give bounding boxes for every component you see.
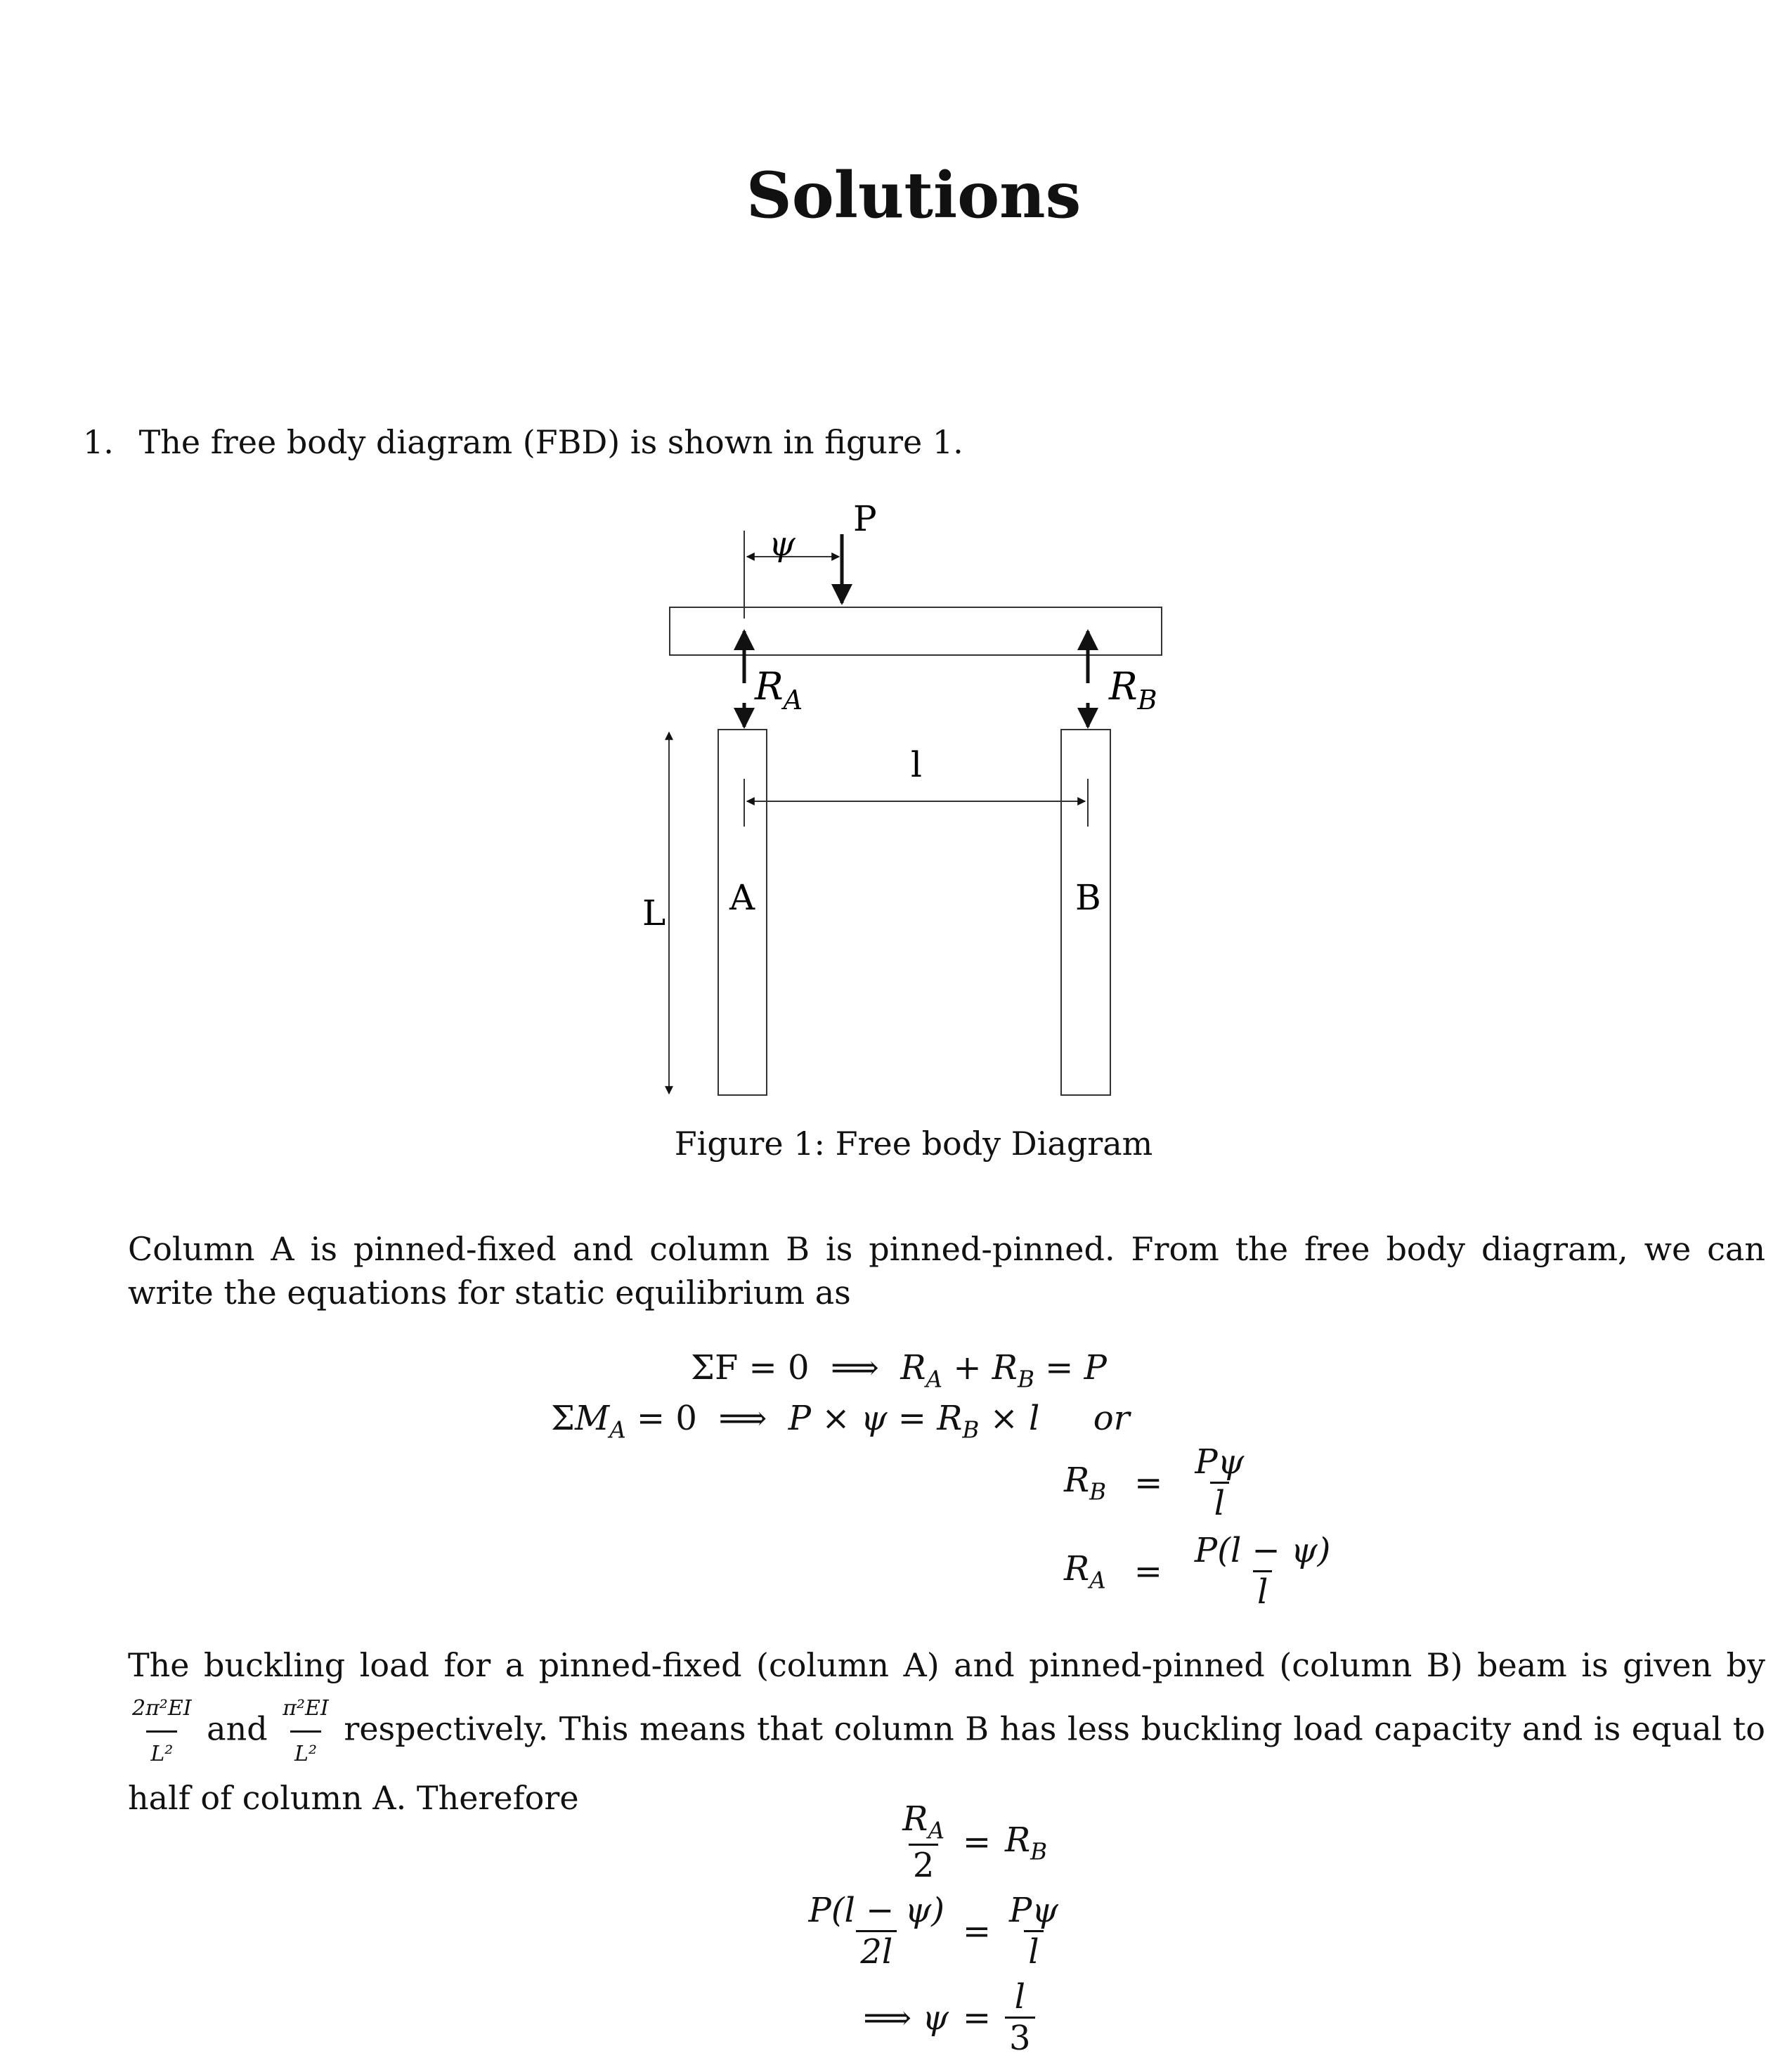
equation-ra: $R_A$ = $\frac{P(l - \psi)}{l}$ — [1064, 1531, 1335, 1612]
column-a-label: A — [729, 877, 755, 918]
row1-rhs: $R_B$ — [1005, 1820, 1048, 1865]
equation-block-psi: $\frac{R_A}{2}$ = $R_B$ $\frac{P(l - \psi)}{2l}$ = $\frac{P\psi}{l}$ ⟹ ψ = $\frac{l}{3}$ — [773, 1799, 1195, 2058]
load-label: P — [853, 498, 877, 539]
buckling-fraction-pinned-pinned: $\frac{\text{π²EI}}{\text{L²}}$ — [278, 1687, 333, 1776]
row1-lhs: $\frac{R_A}{2}$ — [902, 1799, 944, 1886]
row3-rhs: $\frac{l}{3}$ — [1005, 1977, 1145, 2058]
equation-rb: $R_B$ = $\frac{P\psi}{l}$ — [1064, 1442, 1248, 1523]
item-number: 1. — [83, 423, 114, 461]
paragraph-equilibrium: Column A is pinned-fixed and column B is pinned-pinned. From the free body diagram, we can write the equations for static equilibrium as — [128, 1230, 1765, 1312]
row2-rhs: $\frac{P\psi}{l}$ — [1009, 1891, 1058, 1972]
or-word: or — [1093, 1399, 1130, 1438]
rb-fraction: $\frac{P\psi}{l}$ — [1195, 1442, 1245, 1523]
equation-force-balance: ΣF = 0 ⟹ $R_A + R_B = P$ — [691, 1348, 1107, 1393]
span-label: l — [911, 744, 922, 785]
offset-label: ψ — [769, 524, 796, 564]
row3-lhs: ⟹ ψ — [863, 1998, 949, 2038]
item-text: The free body diagram (FBD) is shown in figure 1. — [138, 423, 963, 461]
equation-moment-balance: $\Sigma M_A = 0$ ⟹ $P \times \psi = R_B \times l$ or — [551, 1399, 1130, 1444]
paragraph-buckling: The buckling load for a pinned-fixed (column A) and pinned-pinned (column B) beam is given by $\frac{\text{2π²EI}}{\text{L²}}$ and $\frac{\text{π²EI}}{\text{L²}}$ respectively. This means that column B has less buckling load capacity and is equal to half of column A. Therefore — [128, 1646, 1765, 1817]
buckling-fraction-pinned-fixed: $\frac{\text{2π²EI}}{\text{L²}}$ — [128, 1687, 196, 1776]
rb-lhs: $R_B$ — [1064, 1460, 1107, 1506]
ra-fraction: $\frac{P(l - \psi)}{l}$ — [1194, 1531, 1331, 1612]
figure-caption: Figure 1: Free body Diagram — [674, 1125, 1153, 1163]
ra-lhs: $R_A$ — [1064, 1548, 1106, 1594]
row2-lhs: $\frac{P(l - \psi)}{2l}$ — [808, 1891, 944, 1972]
column-b-label: B — [1075, 877, 1101, 918]
reaction-b-label: $R_B$ — [1109, 664, 1157, 716]
page-title: Solutions — [746, 158, 1082, 233]
reaction-a-label: $R_A$ — [755, 664, 803, 716]
height-label: L — [642, 893, 666, 933]
